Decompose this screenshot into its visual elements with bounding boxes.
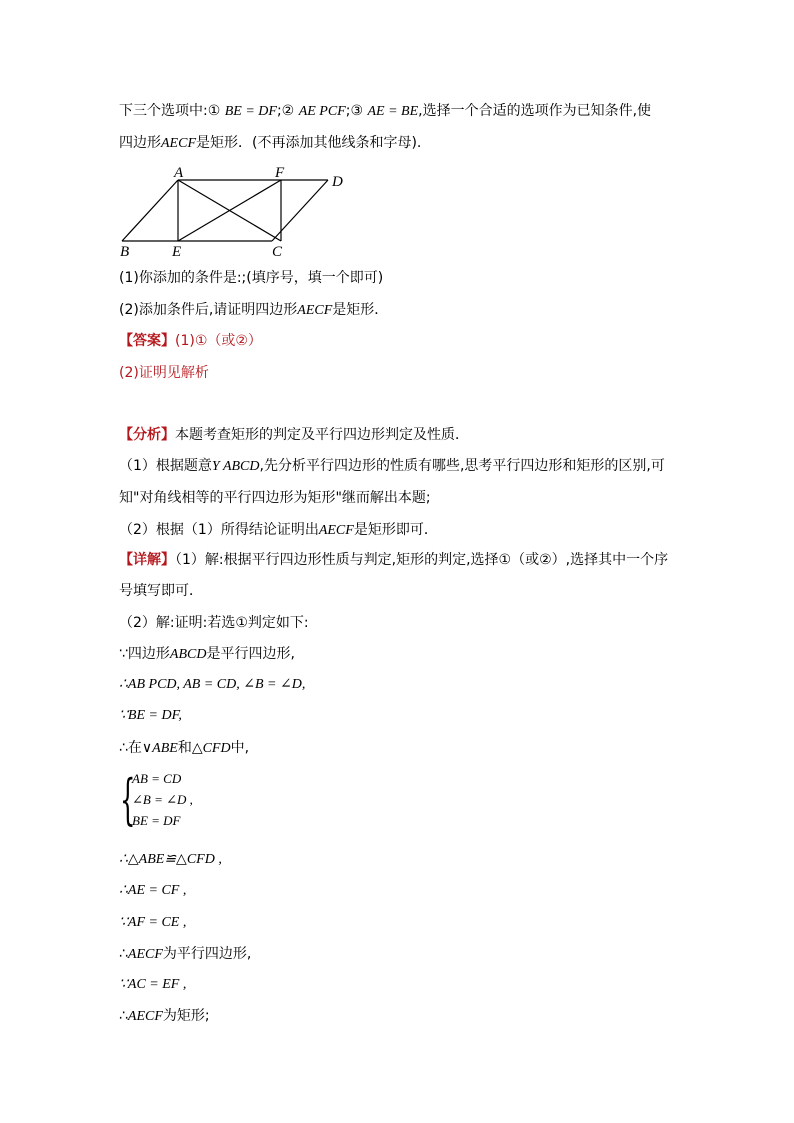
edge-AB: [122, 180, 178, 241]
label-F: F: [275, 165, 285, 181]
text: ∴: [119, 1008, 128, 1024]
math: ∨ABE: [141, 741, 178, 756]
text: 本题考查矩形的判定及平行四边形判定及性质．: [175, 427, 469, 443]
step-8: [119, 944, 251, 965]
condition-2: AE PCF: [298, 104, 346, 119]
equation-system: [120, 770, 210, 832]
answer-line-1: [119, 331, 262, 351]
math: AECF: [297, 303, 333, 318]
math: Y ABCD: [211, 459, 260, 474]
text: ∵四边形: [119, 646, 170, 662]
math: △CFD: [191, 741, 231, 756]
analysis-p1a: [119, 456, 665, 477]
text: 为平行四边形,: [162, 946, 252, 962]
sep: ;: [345, 103, 351, 119]
text: （2）根据（1）所得结论证明出: [119, 522, 319, 538]
answer-line-2: (2)证明见解析: [119, 365, 209, 381]
label-D: D: [332, 174, 343, 190]
text: ∴: [119, 946, 128, 962]
text: 中,: [230, 740, 250, 756]
analysis-p2: [119, 520, 438, 541]
label-C: C: [272, 244, 283, 258]
step-4: [119, 738, 249, 759]
option-3-mark: ③: [350, 103, 364, 119]
text: ,先分析平行四边形的性质有哪些,思考平行四边形和矩形的区别,可: [259, 458, 665, 474]
math: ABCD: [169, 647, 207, 662]
text: ,选择一个合适的选项作为已知条件,使: [418, 103, 652, 119]
step-10: [119, 1006, 210, 1027]
text: 和: [177, 740, 192, 756]
text: （1）解:根据平行四边形性质与判定,矩形的判定,选择①（或②）,选择其中一个序: [175, 552, 669, 568]
step-3: ∵BE = DF,: [119, 708, 182, 723]
step-9: ∵AC = EF ,: [119, 977, 187, 992]
analysis-tag: 【分析】: [119, 427, 175, 443]
question-1: (1)你添加的条件是:;(填序号，填一个即可): [119, 270, 384, 286]
label-E: E: [172, 244, 182, 258]
problem-line-1: [119, 101, 651, 122]
option-1-mark: ①: [207, 103, 221, 119]
label-B: B: [120, 244, 130, 258]
detail-line-3: （2）解:证明:若选①判定如下:: [119, 615, 309, 631]
detail-line-2: 号填写即可．: [119, 583, 203, 599]
condition-1: BE = DF: [224, 104, 277, 119]
answer-tag: 【答案】: [119, 333, 175, 349]
label-A: A: [174, 165, 184, 181]
question-2: [119, 300, 388, 321]
math: AECF: [161, 136, 196, 151]
brace-icon: {: [120, 768, 136, 831]
text: （1）根据题意: [119, 458, 212, 474]
detail-line-1: [119, 550, 668, 570]
parallelogram-figure: [116, 162, 348, 258]
text: 是矩形即可．: [353, 522, 438, 538]
sep: ;: [276, 103, 282, 119]
text: 是矩形．: [332, 302, 389, 318]
system-row-3: BE = DF: [132, 813, 181, 828]
step-2: ∴AB PCD, AB = CD, ∠B = ∠D,: [119, 677, 306, 692]
analysis-line: [119, 425, 469, 445]
step-6: ∴AE = CF ,: [119, 883, 187, 898]
step-1: [119, 644, 295, 665]
text: 是矩形．(不再添加其他线条和字母).: [196, 135, 422, 151]
analysis-p1b: 知"对角线相等的平行四边形为矩形"继而解出本题;: [119, 490, 431, 506]
math: AECF: [127, 947, 163, 962]
math: AECF: [318, 523, 354, 538]
text: 是平行四边形,: [206, 646, 295, 662]
step-7: ∵AF = CE ,: [119, 915, 187, 930]
detail-tag: 【详解】: [119, 552, 175, 568]
option-2-mark: ②: [281, 103, 295, 119]
step-5: ∴△ABE≌△CFD ,: [119, 852, 222, 867]
answer-1: (1)①（或②）: [175, 333, 262, 349]
problem-line-2: [119, 133, 421, 154]
condition-3: AE = BE: [367, 104, 419, 119]
text: 下三个选项中:: [119, 103, 208, 119]
text: 四边形: [119, 135, 161, 151]
math: AECF: [127, 1009, 163, 1024]
text: (2)添加条件后,请证明四边形: [119, 302, 298, 318]
text: 为矩形;: [162, 1008, 210, 1024]
system-row-2: ∠B = ∠D ,: [132, 792, 193, 807]
system-row-1: AB = CD: [132, 771, 182, 786]
text: ∴在: [119, 740, 142, 756]
